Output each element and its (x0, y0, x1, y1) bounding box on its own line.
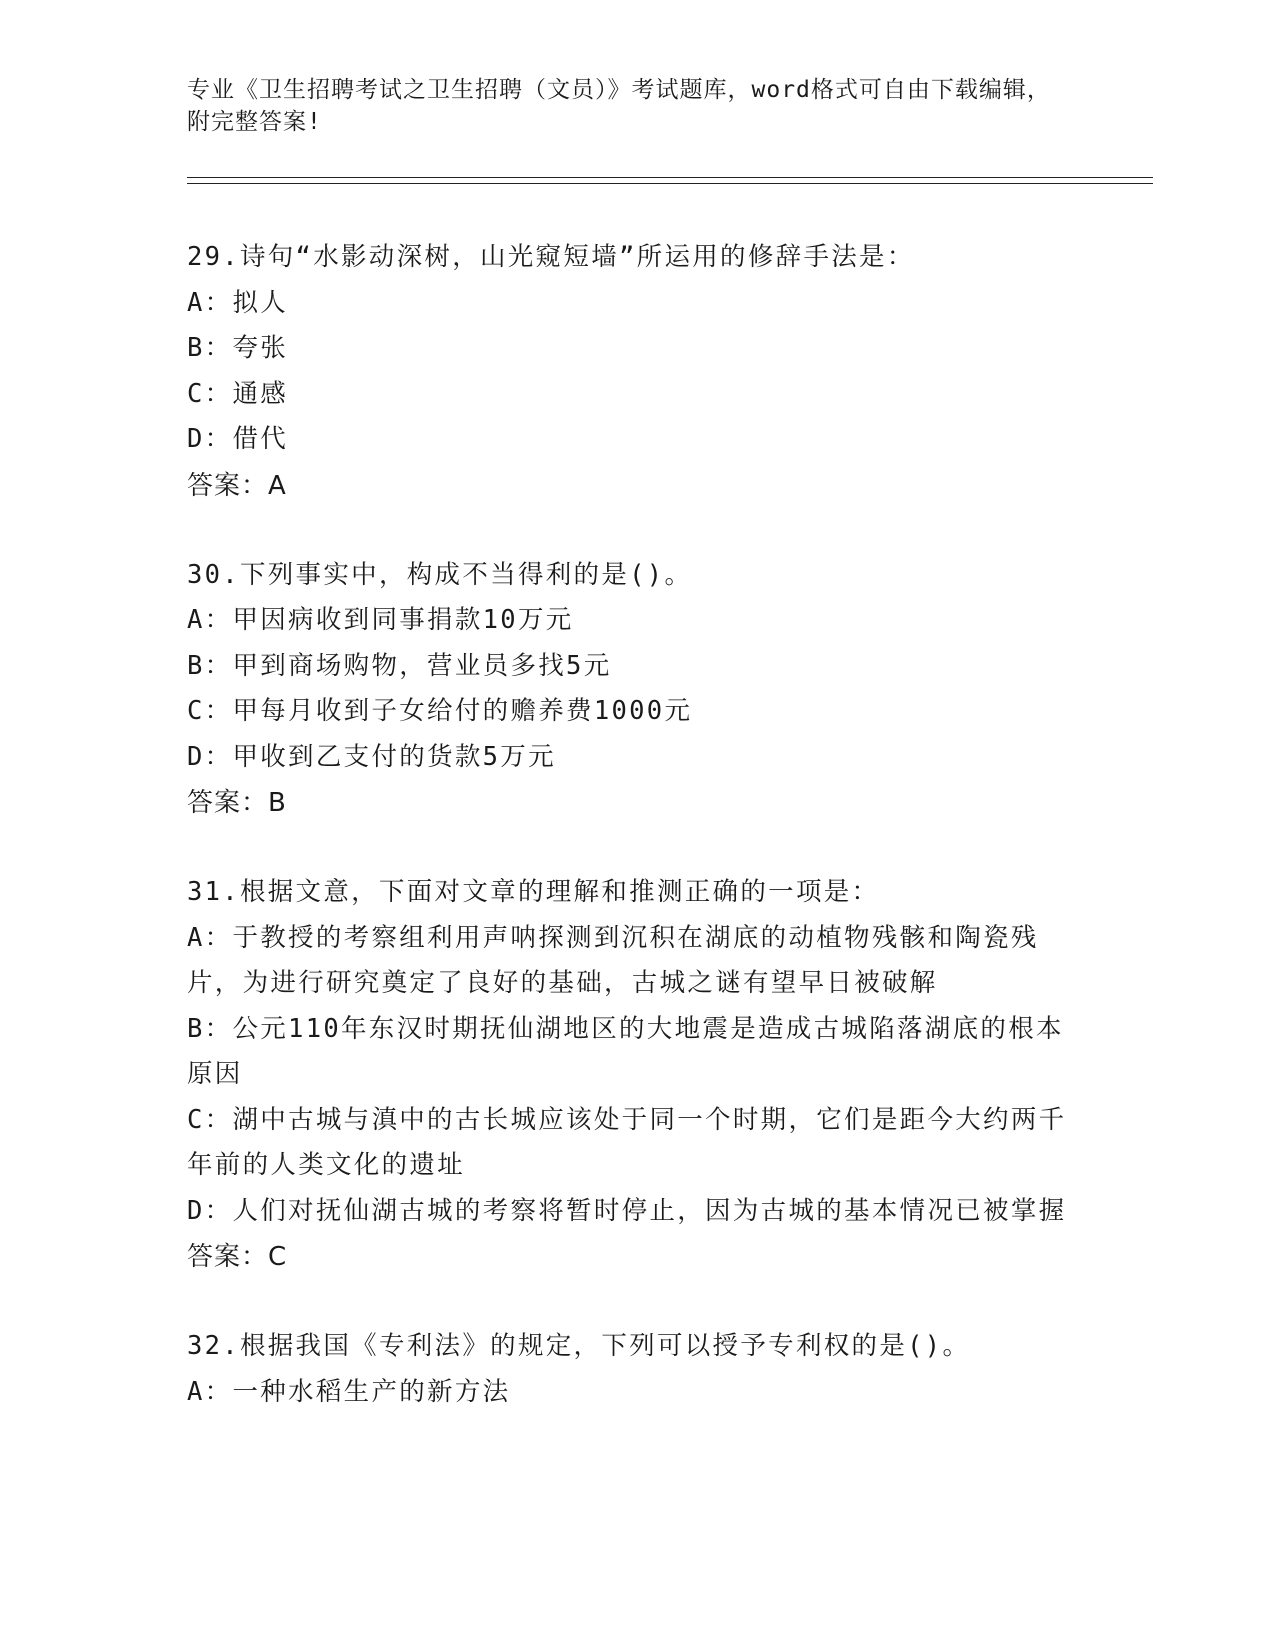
option-text: 甲因病收到同事捐款10万元 (232, 605, 574, 635)
option-text: 夸张 (232, 333, 289, 363)
option-d (187, 1189, 1077, 1235)
option-letter: B： (187, 650, 233, 681)
option-letter: B： (187, 333, 233, 363)
option-b (187, 326, 1077, 372)
option-a (187, 1370, 1077, 1416)
option-text: 借代 (232, 424, 289, 454)
option-b (187, 644, 1077, 690)
option-text: 公元110年东汉时期抚仙湖地区的大地震是造成古城陷落湖底的根本原因 (187, 1013, 1064, 1089)
option-c (187, 689, 1077, 735)
question-29 (187, 235, 1077, 509)
option-text: 一种水稻生产的新方法 (232, 1376, 511, 1407)
option-a (187, 281, 1077, 327)
question-list (187, 235, 1077, 1459)
option-letter: C： (187, 378, 233, 409)
question-stem: 31.根据文意，下面对文章的理解和推测正确的一项是： (187, 877, 880, 907)
option-letter: A： (187, 1376, 233, 1407)
option-text: 甲收到乙支付的货款5万元 (232, 741, 556, 772)
question-30 (187, 553, 1077, 827)
option-letter: C： (187, 1104, 233, 1135)
header-divider-bottom (187, 183, 1153, 184)
header-text: 专业《卫生招聘考试之卫生招聘（文员）》考试题库，word格式可自由下载编辑，附完整答案! (187, 77, 1051, 135)
option-text: 于教授的考察组利用声呐探测到沉积在湖底的动植物残骸和陶瓷残片，为进行研究奠定了良好的基础，古城之谜有望早日被破解 (187, 922, 1039, 998)
option-a (187, 916, 1077, 1007)
answer-line: 答案：A (187, 470, 287, 501)
option-letter: A： (187, 605, 233, 635)
option-letter: B： (187, 1013, 233, 1044)
option-letter: C： (187, 696, 233, 726)
question-31 (187, 870, 1077, 1280)
document-header (187, 74, 1067, 138)
option-letter: D： (187, 424, 233, 454)
option-b (187, 1007, 1077, 1098)
option-text: 人们对抚仙湖古城的考察将暂时停止，因为古城的基本情况已被掌握 (232, 1195, 1067, 1226)
option-c (187, 372, 1077, 418)
question-stem: 30.下列事实中，构成不当得利的是()。 (187, 559, 693, 590)
option-letter: A： (187, 287, 233, 318)
option-text: 甲到商场购物，营业员多找5元 (232, 650, 612, 681)
option-text: 拟人 (232, 287, 289, 318)
option-text: 湖中古城与滇中的古长城应该处于同一个时期，它们是距今大约两千年前的人类文化的遗址 (187, 1104, 1067, 1180)
option-c (187, 1098, 1077, 1189)
answer-line: 答案：C (187, 1242, 288, 1272)
question-stem: 32.根据我国《专利法》的规定，下列可以授予专利权的是()。 (187, 1331, 971, 1361)
option-letter: A： (187, 922, 233, 953)
header-divider-top (187, 177, 1153, 178)
option-letter: D： (187, 741, 233, 772)
option-a (187, 598, 1077, 644)
option-letter: D： (187, 1195, 233, 1226)
answer-line: 答案：B (187, 788, 287, 818)
question-stem: 29.诗句“水影动深树，山光窥短墙”所运用的修辞手法是： (187, 242, 915, 272)
option-text: 甲每月收到子女给付的赡养费1000元 (232, 696, 693, 726)
option-d (187, 417, 1077, 463)
question-32 (187, 1324, 1077, 1415)
option-d (187, 735, 1077, 781)
option-text: 通感 (232, 378, 289, 409)
